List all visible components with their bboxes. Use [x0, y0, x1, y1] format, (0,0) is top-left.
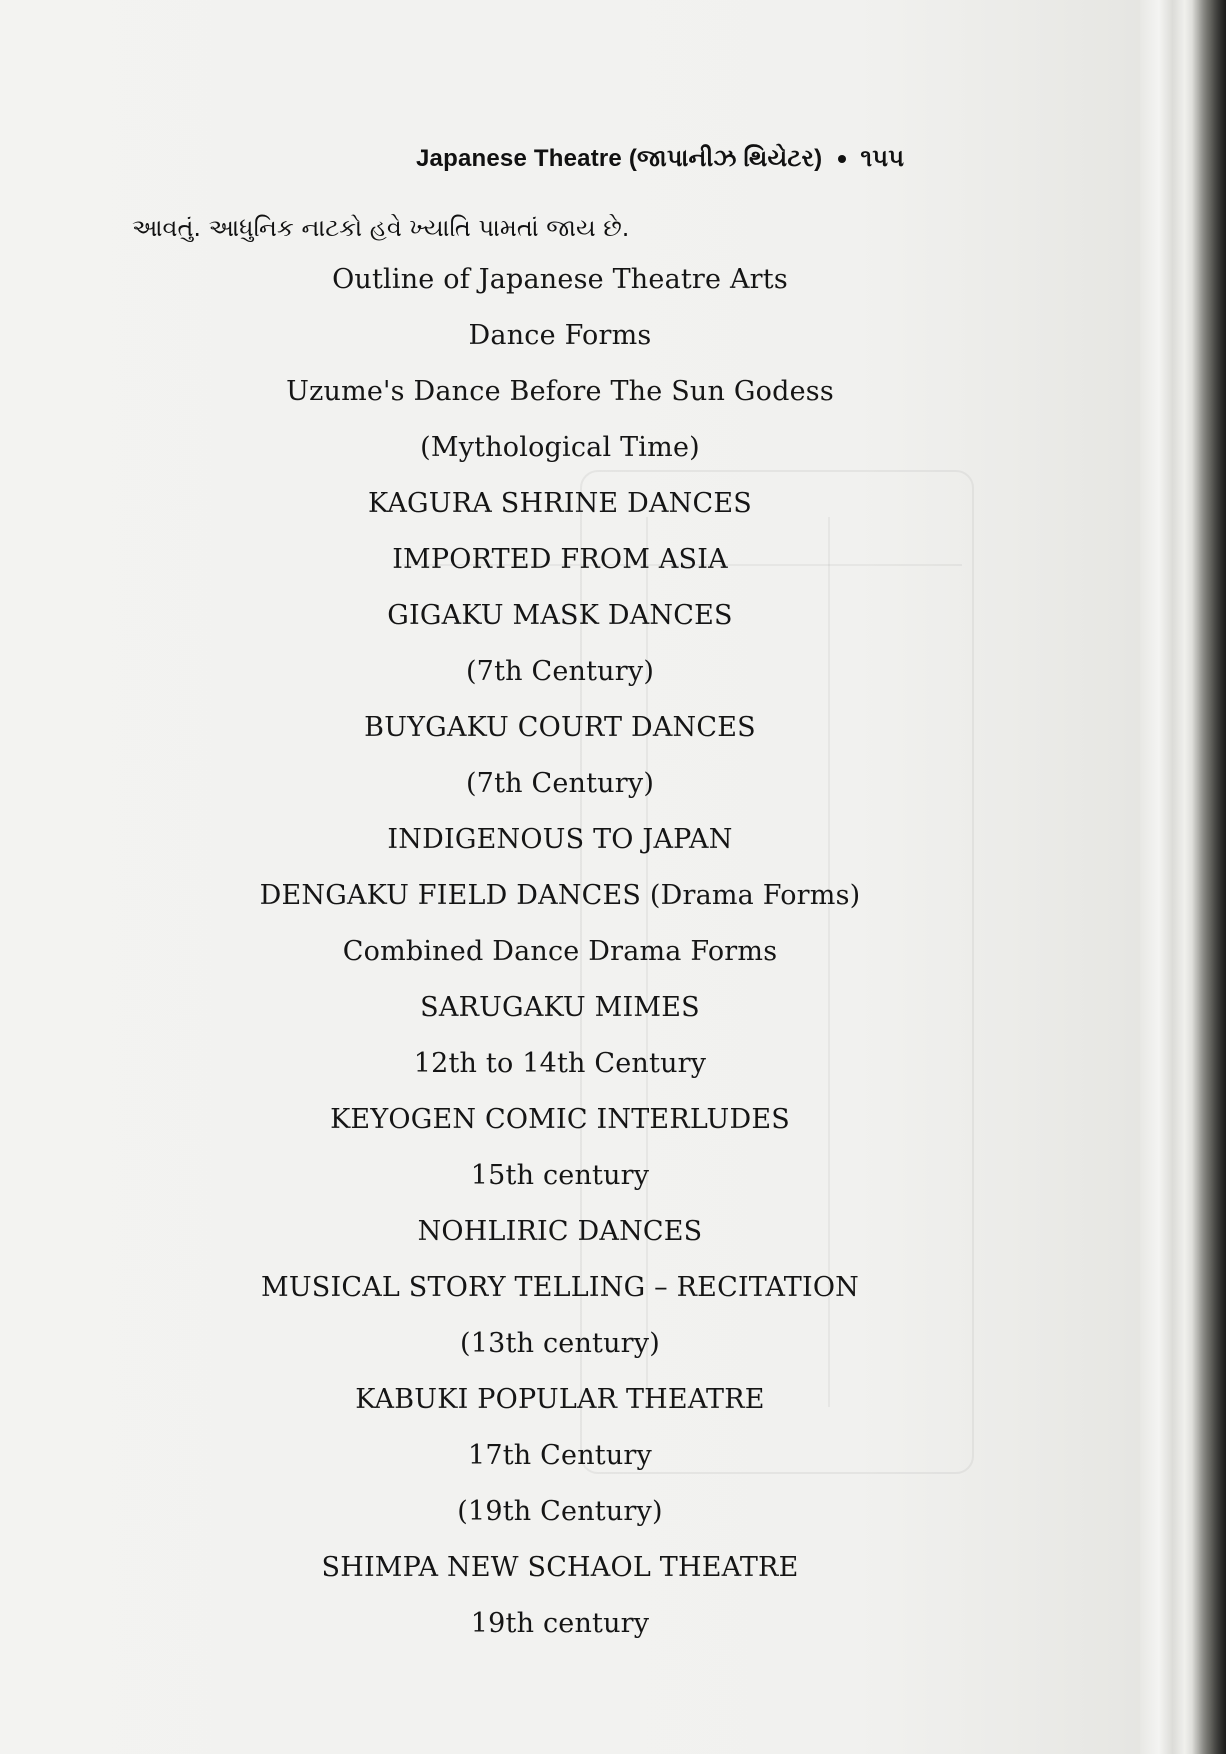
- outline-line: NOHLIRIC DANCES: [417, 1216, 703, 1247]
- outline-line: DENGAKU FIELD DANCES (Drama Forms): [259, 880, 861, 911]
- header-title: Japanese Theatre (જાપાનીઝ થિયેટર): [416, 145, 823, 172]
- outline-line: 17th Century: [467, 1440, 652, 1471]
- bullet-icon: [838, 155, 846, 163]
- outline-line: KABUKI POPULAR THEATRE: [355, 1384, 765, 1415]
- outline-line: INDIGENOUS TO JAPAN: [387, 824, 733, 855]
- book-spine-shadow: [1192, 0, 1226, 1754]
- running-header: [416, 140, 1016, 178]
- outline-line: KAGURA SHRINE DANCES: [368, 488, 752, 519]
- outline-line: 12th to 14th Century: [413, 1048, 707, 1079]
- theatre-arts-outline: [180, 252, 940, 1652]
- outline-line: GIGAKU MASK DANCES: [387, 600, 733, 631]
- outline-line: KEYOGEN COMIC INTERLUDES: [330, 1104, 790, 1135]
- intro-gujarati-text: આવતું. આધુનિક નાટકો હવે ખ્યાતિ પામતાં જાય છે.: [132, 214, 630, 242]
- outline-line: Uzume's Dance Before The Sun Godess: [286, 376, 834, 407]
- outline-line: SARUGAKU MIMES: [420, 992, 700, 1023]
- outline-line: 19th century: [470, 1608, 650, 1639]
- outline-line: (7th Century): [465, 656, 655, 687]
- outline-line: (13th century): [460, 1328, 660, 1359]
- outline-line: IMPORTED FROM ASIA: [392, 544, 728, 575]
- outline-line: (Mythological Time): [420, 432, 700, 463]
- outline-title: Outline of Japanese Theatre Arts: [332, 264, 788, 295]
- outline-line: (19th Century): [457, 1496, 663, 1527]
- page-number: ૧૫૫: [860, 145, 905, 172]
- outline-line: Combined Dance Drama Forms: [342, 936, 778, 967]
- outline-line: Dance Forms: [468, 320, 652, 351]
- outline-line: SHIMPA NEW SCHAOL THEATRE: [321, 1552, 799, 1583]
- outline-line: 15th century: [470, 1160, 650, 1191]
- outline-line: (7th Century): [465, 768, 655, 799]
- outline-line: BUYGAKU COURT DANCES: [364, 712, 756, 743]
- outline-line: MUSICAL STORY TELLING – RECITATION: [260, 1272, 860, 1303]
